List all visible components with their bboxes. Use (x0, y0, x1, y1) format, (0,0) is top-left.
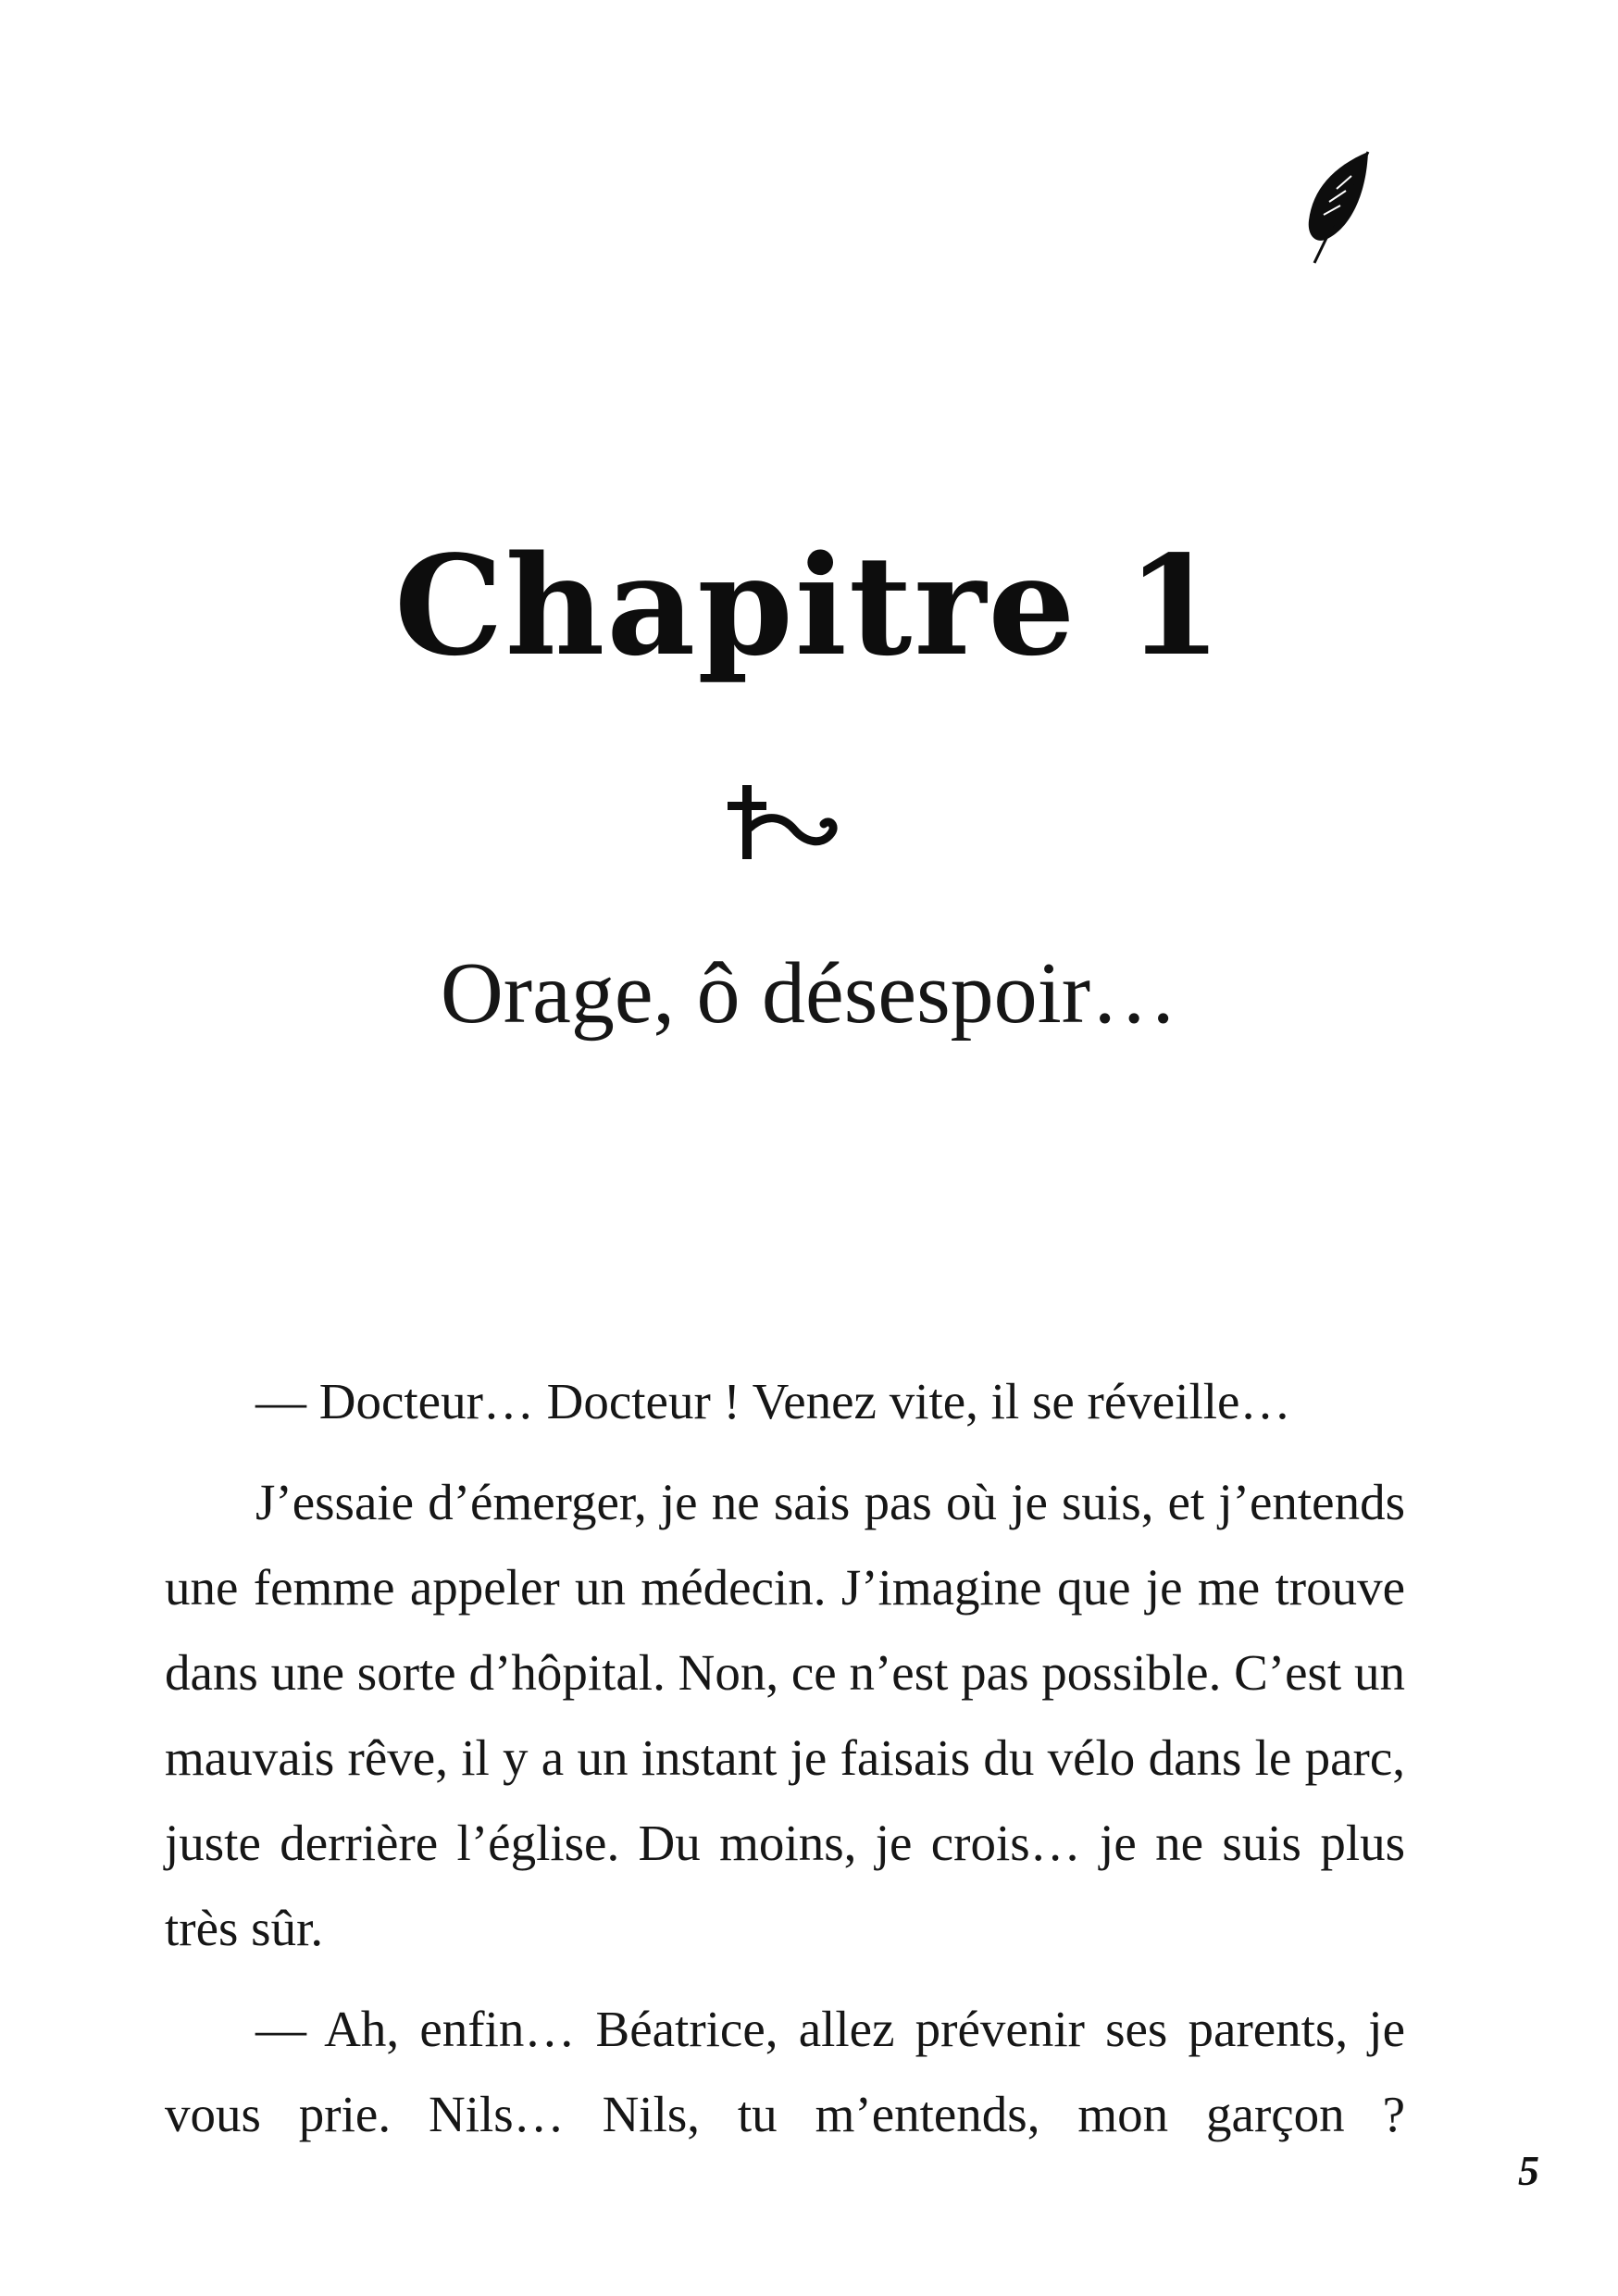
paragraph-dialogue-1: — Docteur… Docteur ! Venez vite, il se réveille… (255, 1373, 1291, 1429)
paragraph-narration: J’essaie d’émerger, je ne sais pas où je suis, et j’entends une femme appeler un médecin. J’imagine que je me trouve dans une sorte d’hôpital. Non, ce n’est pas possible. C’est un mauvais rêve, il y a un instant je faisais du vélo dans le parc, juste derrière l’église. Du moins, je crois… je ne suis plus très sûr. (165, 1474, 1405, 1956)
feather-icon (1296, 148, 1379, 268)
chapter-title: Chapitre 1 (393, 525, 1224, 686)
body-text (165, 1359, 1405, 2173)
cross-flourish-ornament (726, 776, 846, 868)
paragraph-dialogue-2: — Ah, enfin… Béatrice, allez prévenir ses parents, je vous prie. Nils… Nils, tu m’entends, mon garçon ? (165, 2001, 1405, 2142)
page-number: 5 (1518, 2147, 1539, 2194)
chapter-subtitle: Orage, ô désespoir… (440, 945, 1178, 1042)
